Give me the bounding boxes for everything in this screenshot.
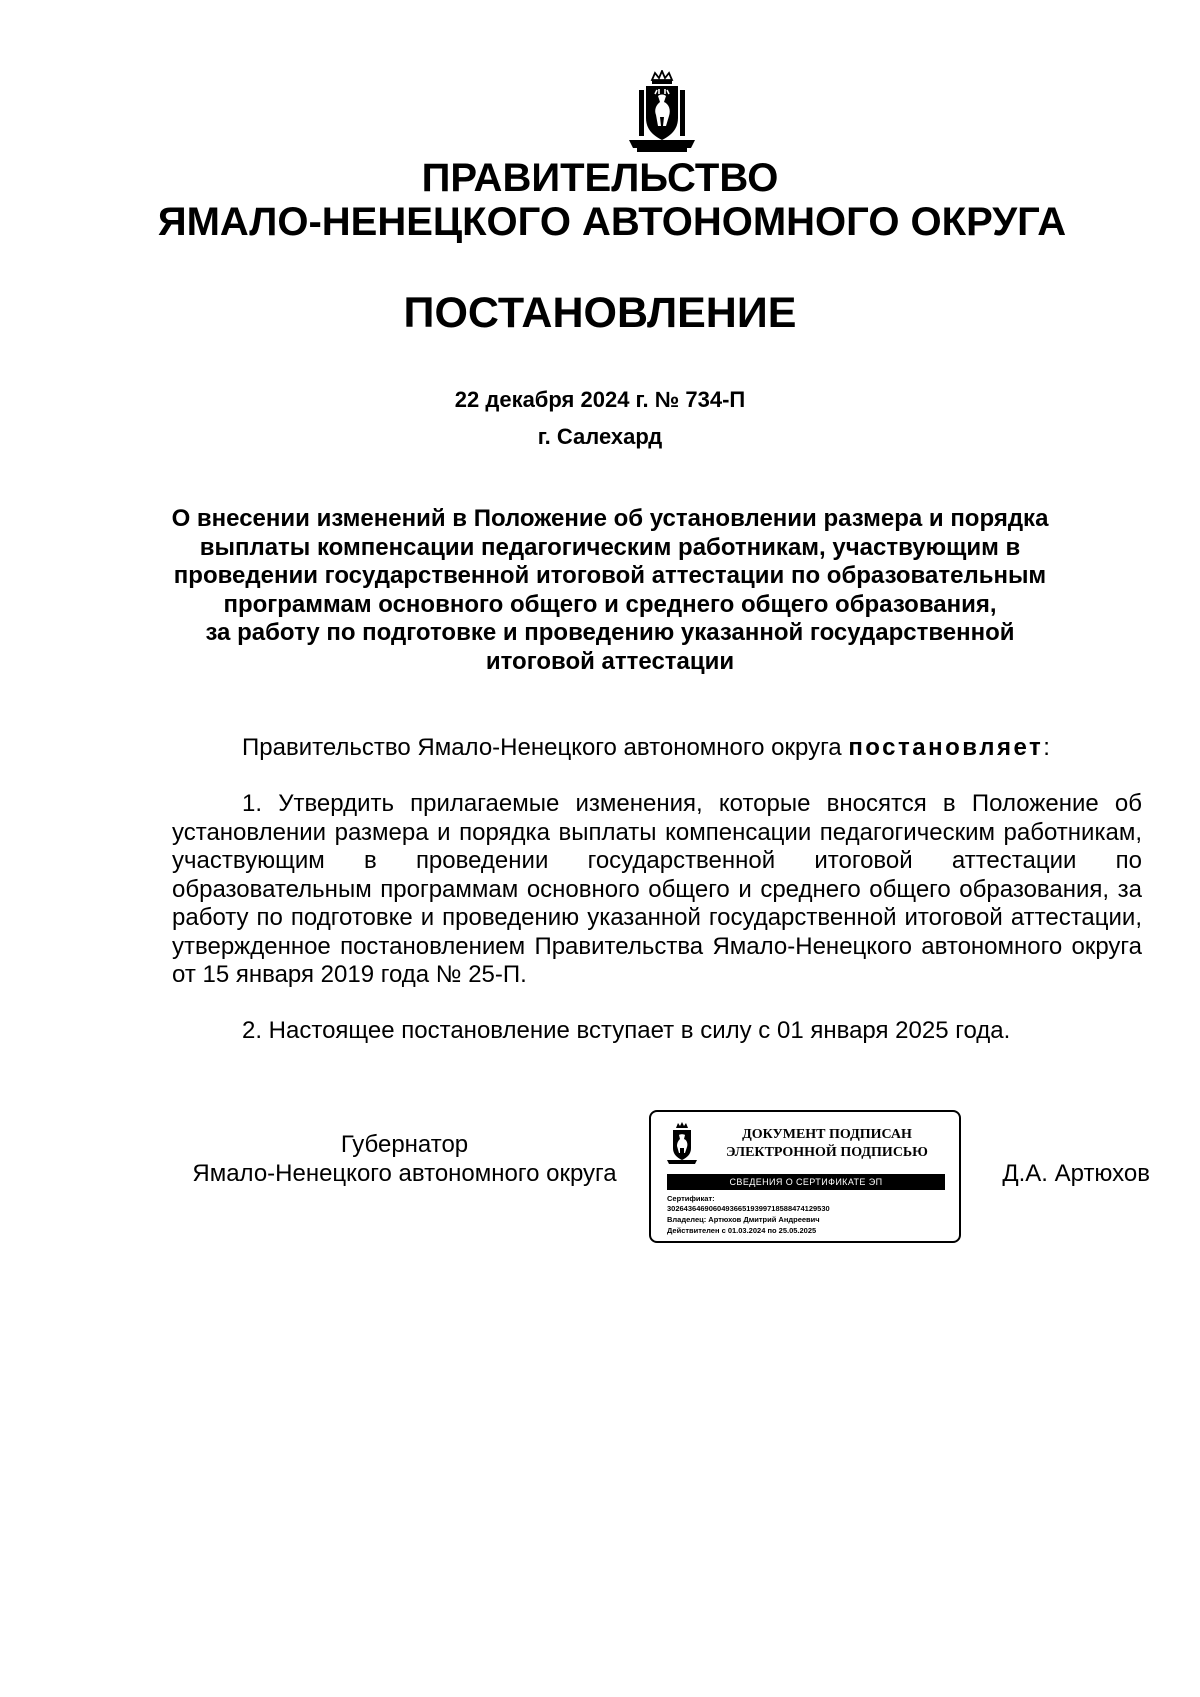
- stamp-owner: Владелец: Артюхов Дмитрий Андреевич: [667, 1215, 820, 1224]
- stamp-cert-label: Сертификат:: [667, 1194, 715, 1203]
- subject-line: выплаты компенсации педагогическим работникам, участвующим в: [199, 533, 1021, 561]
- yanao-coat-of-arms-icon: [619, 70, 705, 156]
- city: г. Салехард: [537, 424, 663, 449]
- electronic-signature-stamp: [649, 1110, 961, 1243]
- document-type: ПОСТАНОВЛЕНИЕ: [403, 289, 797, 337]
- document-subject: [170, 505, 1050, 676]
- preamble-end: :: [1043, 734, 1050, 761]
- stamp-heading-line1: ДОКУМЕНТ ПОДПИСАН: [742, 1127, 912, 1142]
- signer-title: [172, 1131, 637, 1188]
- subject-line: программам основного общего и среднего общего образования,: [223, 590, 997, 618]
- stamp-cert-number: 302643646906049366519399718588474129530: [667, 1204, 830, 1213]
- paragraph-1: 1. Утвердить прилагаемые изменения, которые вносятся в Положение об установлении размера и порядка выплаты компенсации педагогическим работникам, участвующим в проведении государственной итоговой аттестации по образовательным программам основного общего и среднего общего образования, за работу по подготовке и проведению указанной государственной итоговой аттестации, утвержденное постановлением Правительства Ямало-Ненецкого автономного округа от 15 января 2019 года № 25-П.: [172, 790, 1142, 988]
- signer-title-line1: Губернатор: [340, 1131, 469, 1158]
- gov-title-line1: ПРАВИТЕЛЬСТВО: [421, 156, 779, 200]
- subject-line: проведении государственной итоговой аттестации по образовательным: [173, 562, 1047, 589]
- subject-line: за работу по подготовке и проведению указанной государственной: [205, 619, 1015, 646]
- signer-name: Д.А. Артюхов: [1002, 1160, 1150, 1187]
- subject-line: О внесении изменений в Положение об установлении размера и порядка: [171, 505, 1049, 532]
- signer-title-line2: Ямало-Ненецкого автономного округа: [192, 1159, 617, 1187]
- subject-line: итоговой аттестации: [485, 647, 735, 675]
- preamble: [172, 734, 1142, 763]
- stamp-heading: [707, 1126, 947, 1162]
- paragraph-2: 2. Настоящее постановление вступает в силу с 01 января 2025 года.: [242, 1017, 1011, 1044]
- date-number: 22 декабря 2024 г. № 734-П: [454, 387, 746, 412]
- stamp-valid: Действителен с 01.03.2024 по 25.05.2025: [667, 1226, 817, 1235]
- yanao-coat-of-arms-icon: [665, 1122, 699, 1166]
- stamp-heading-line2: ЭЛЕКТРОННОЙ ПОДПИСЬЮ: [726, 1145, 928, 1160]
- preamble-keyword: постановляет: [848, 734, 1044, 761]
- gov-title-line2: ЯМАЛО-НЕНЕЦКОГО АВТОНОМНОГО ОКРУГА: [157, 200, 1067, 244]
- preamble-text: Правительство Ямало-Ненецкого автономного округа: [242, 734, 849, 761]
- stamp-cert-bar: СВЕДЕНИЯ О СЕРТИФИКАТЕ ЭП: [667, 1174, 945, 1190]
